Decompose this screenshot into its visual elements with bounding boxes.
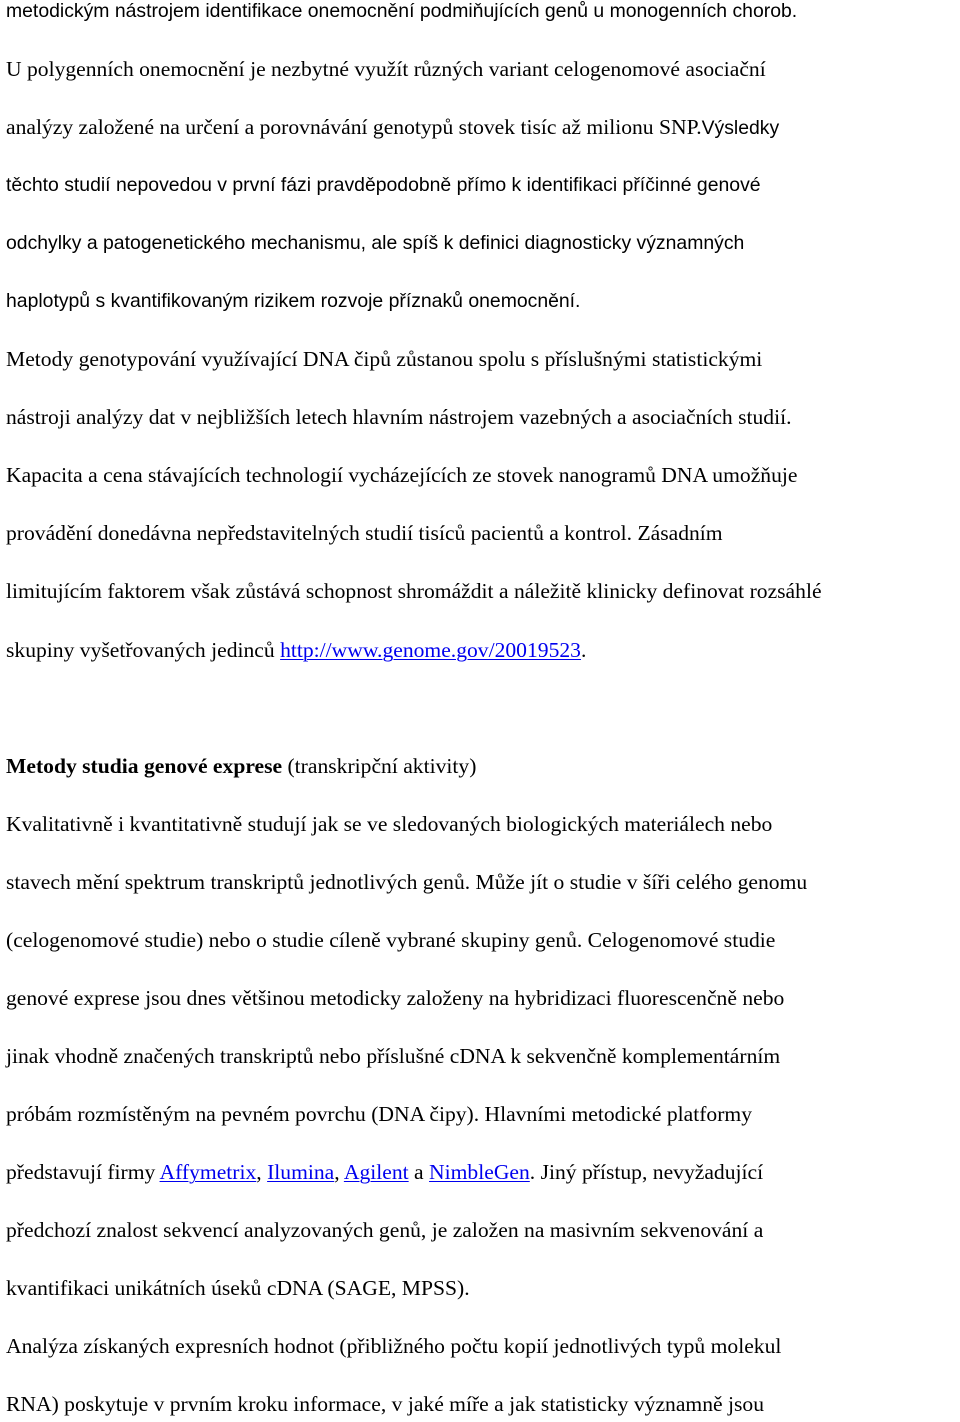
text-span: Výsledky bbox=[701, 117, 780, 139]
text-line bbox=[6, 637, 586, 663]
text-span: , bbox=[256, 1160, 268, 1184]
nimblegen-link[interactable]: NimbleGen bbox=[429, 1160, 530, 1184]
genome-gov-link[interactable]: http://www.genome.gov/20019523 bbox=[280, 638, 581, 662]
text-line: haplotypů s kvantifikovaným rizikem rozvoje příznaků onemocnění. bbox=[6, 290, 581, 312]
text-span: analýzy založené na určení a porovnávání genotypů stovek tisíc až milionu SNP. bbox=[6, 115, 702, 139]
text-line: stavech mění spektrum transkriptů jednotlivých genů. Může jít o studie v šíři celého genomu bbox=[6, 870, 808, 894]
section-heading-rest: (transkripční aktivity) bbox=[282, 754, 477, 778]
text-line: próbám rozmístěným na pevném povrchu (DNA čipy). Hlavními metodické platformy bbox=[6, 1102, 752, 1126]
text-line: Metody genotypování využívající DNA čipů zůstanou spolu s příslušnými statistickými bbox=[6, 347, 763, 371]
text-line: RNA) poskytuje v prvním kroku informace, v jaké míře a jak statisticky významně jsou bbox=[6, 1392, 765, 1416]
text-line: předchozí znalost sekvencí analyzovaných genů, je založen na masivním sekvenování a bbox=[6, 1218, 764, 1242]
text-line: kvantifikaci unikátních úseků cDNA (SAGE, MPSS). bbox=[6, 1276, 470, 1300]
text-line: (celogenomové studie) nebo o studie cíleně vybrané skupiny genů. Celogenomové studie bbox=[6, 928, 776, 952]
text-line: těchto studií nepovedou v první fázi pravděpodobně přímo k identifikaci příčinné genové bbox=[6, 174, 761, 196]
text-line bbox=[6, 1159, 763, 1185]
text-span: a bbox=[408, 1160, 430, 1184]
agilent-link[interactable]: Agilent bbox=[343, 1160, 409, 1184]
text-line: nástroji analýzy dat v nejbližších letech hlavním nástrojem vazebných a asociačních studií. bbox=[6, 405, 792, 429]
text-span: představují firmy bbox=[6, 1160, 160, 1184]
text-line: U polygenních onemocnění je nezbytné využít různých variant celogenomové asociační bbox=[6, 57, 766, 81]
text-span: , bbox=[334, 1160, 344, 1184]
ilumina-link[interactable]: Ilumina bbox=[267, 1160, 335, 1184]
text-line: limitujícím faktorem však zůstává schopnost shromáždit a náležitě klinicky definovat rozsáhlé bbox=[6, 579, 822, 603]
text-line: Analýza získaných expresních hodnot (přibližného počtu kopií jednotlivých typů molekul bbox=[6, 1334, 782, 1358]
text-span: skupiny vyšetřovaných jedinců bbox=[6, 638, 281, 662]
text-line: odchylky a patogenetického mechanismu, ale spíš k definici diagnosticky významných bbox=[6, 232, 745, 254]
section-heading-bold: Metody studia genové exprese bbox=[6, 754, 283, 778]
text-line: Kapacita a cena stávajících technologií vycházejících ze stovek nanogramů DNA umožňuje bbox=[6, 463, 798, 487]
text-line bbox=[6, 114, 779, 140]
affymetrix-link[interactable]: Affymetrix bbox=[159, 1160, 257, 1184]
text-line: Kvalitativně i kvantitativně studují jak se ve sledovaných biologických materiálech nebo bbox=[6, 812, 773, 836]
text-line: jinak vhodně značených transkriptů nebo příslušné cDNA k sekvenčně komplementárním bbox=[6, 1044, 781, 1068]
section-heading bbox=[6, 753, 476, 779]
text-line: genové exprese jsou dnes většinou metodicky založeny na hybridizaci fluorescenčně nebo bbox=[6, 986, 785, 1010]
text-line: metodickým nástrojem identifikace onemocnění podmiňujících genů u monogenních chorob. bbox=[6, 0, 798, 22]
text-line: provádění donedávna nepředstavitelných studií tisíců pacientů a kontrol. Zásadním bbox=[6, 521, 723, 545]
text-span: . bbox=[580, 638, 587, 662]
text-span: . Jiný přístup, nevyžadující bbox=[529, 1160, 764, 1184]
